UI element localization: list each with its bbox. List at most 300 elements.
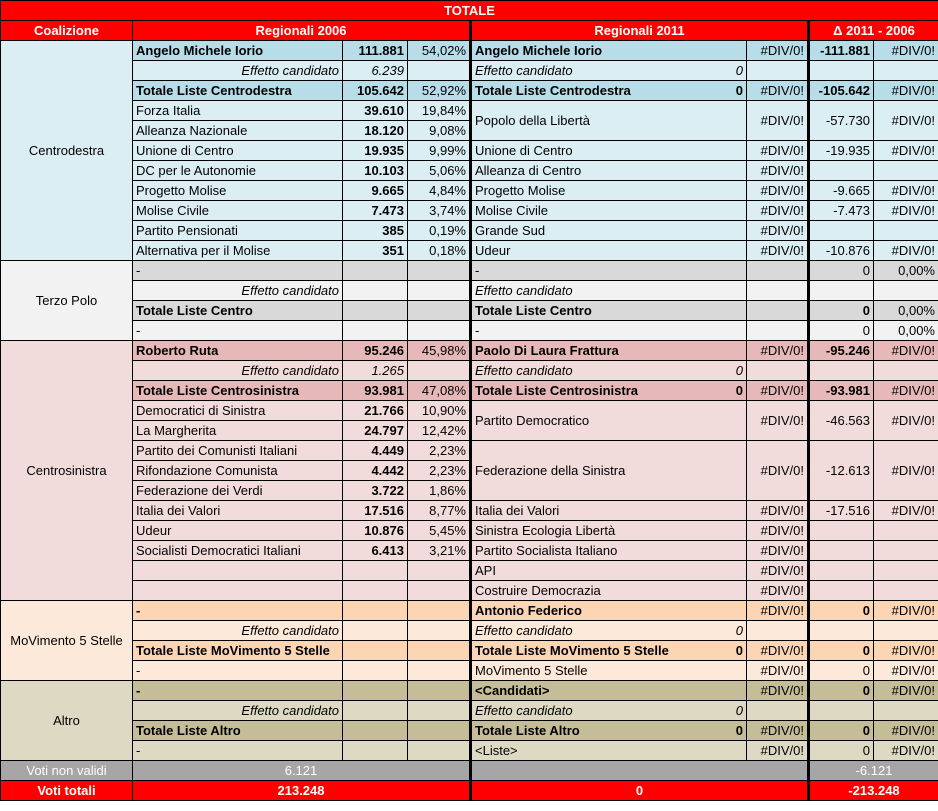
cell-2006-pct: 5,06% [408, 161, 471, 181]
cell-2006-votes [343, 301, 408, 321]
cell-delta-pct: #DIV/0! [874, 401, 938, 441]
cell-2011-label: Alleanza di Centro [475, 163, 582, 178]
cell-delta-votes: 0 [809, 641, 874, 661]
cell-2006-pct [408, 321, 471, 341]
cell-2006-votes: 1.265 [343, 361, 408, 381]
cell-delta-votes: -7.473 [809, 201, 874, 221]
cell-2006-votes [343, 681, 408, 701]
cell-2011-name [471, 261, 747, 281]
total-votes-label: Voti totali [1, 781, 133, 801]
cell-delta-votes: -95.246 [809, 341, 874, 361]
cell-2011-name [471, 521, 747, 541]
cell-2006-votes: 3.722 [343, 481, 408, 501]
cell-2011-votes: 0 [735, 363, 743, 378]
coalition-name: MoVimento 5 Stelle [1, 601, 133, 681]
cell-2011-name [471, 661, 747, 681]
cell-2011-pct: #DIV/0! [747, 81, 809, 101]
cell-2011-name [471, 381, 747, 401]
table-row [1, 721, 938, 741]
cell-2006-name: Forza Italia [133, 101, 343, 121]
cell-2006-votes [343, 721, 408, 741]
cell-2011-pct: #DIV/0! [747, 401, 809, 441]
table-title: TOTALE [1, 1, 938, 21]
table-row [1, 701, 938, 721]
cell-delta-pct [874, 521, 938, 541]
cell-2006-name: Italia dei Valori [133, 501, 343, 521]
table-row [1, 401, 938, 421]
cell-delta-votes: -17.516 [809, 501, 874, 521]
table-row [1, 241, 938, 261]
cell-2006-pct: 2,23% [408, 441, 471, 461]
cell-2011-votes: 0 [735, 643, 743, 658]
cell-2006-name: Alleanza Nazionale [133, 121, 343, 141]
cell-2011-label: Totale Liste Altro [475, 723, 580, 738]
cell-2011-pct: #DIV/0! [747, 181, 809, 201]
cell-2011-name [471, 221, 747, 241]
cell-2011-label: Federazione della Sinistra [475, 463, 626, 478]
table-row [1, 81, 938, 101]
cell-2011-name [471, 81, 747, 101]
cell-2011-pct: #DIV/0! [747, 561, 809, 581]
cell-delta-votes: -12.613 [809, 441, 874, 501]
cell-delta-votes [809, 221, 874, 241]
cell-2011-pct: #DIV/0! [747, 661, 809, 681]
table-row [1, 321, 938, 341]
cell-2006-votes: 9.665 [343, 181, 408, 201]
cell-delta-votes: -19.935 [809, 141, 874, 161]
cell-2011-label: Totale Liste Centrodestra [475, 83, 631, 98]
cell-2006-pct [408, 721, 471, 741]
cell-2011-name [471, 341, 747, 361]
cell-2006-votes [343, 601, 408, 621]
cell-delta-votes [809, 561, 874, 581]
table-row [1, 581, 938, 601]
table-row [1, 41, 938, 61]
cell-2011-pct [747, 361, 809, 381]
cell-2011-name [471, 681, 747, 701]
cell-2006-name: Roberto Ruta [133, 341, 343, 361]
table-row [1, 181, 938, 201]
cell-2011-pct: #DIV/0! [747, 221, 809, 241]
table-row [1, 681, 938, 701]
cell-2011-name [471, 401, 747, 441]
cell-2006-pct [408, 601, 471, 621]
cell-2011-label: <Liste> [475, 743, 518, 758]
cell-2006-votes: 93.981 [343, 381, 408, 401]
cell-2006-votes: 111.881 [343, 41, 408, 61]
cell-2006-name: Socialisti Democratici Italiani [133, 541, 343, 561]
cell-2011-pct: #DIV/0! [747, 741, 809, 761]
table-row [1, 161, 938, 181]
cell-delta-votes [809, 281, 874, 301]
cell-2006-votes: 105.642 [343, 81, 408, 101]
table-row [1, 261, 938, 281]
cell-2006-votes: 7.473 [343, 201, 408, 221]
cell-2006-votes [343, 701, 408, 721]
cell-2006-votes: 21.766 [343, 401, 408, 421]
cell-2006-votes: 95.246 [343, 341, 408, 361]
cell-2006-name: Totale Liste Altro [133, 721, 343, 741]
cell-2011-name [471, 321, 747, 341]
cell-delta-pct: #DIV/0! [874, 181, 938, 201]
cell-2011-pct: #DIV/0! [747, 641, 809, 661]
cell-2011-name [471, 61, 747, 81]
cell-2006-pct: 8,77% [408, 501, 471, 521]
cell-2011-pct [747, 701, 809, 721]
header-delta: Δ 2011 - 2006 [809, 21, 938, 41]
cell-2006-name: La Margherita [133, 421, 343, 441]
cell-delta-votes: 0 [809, 721, 874, 741]
cell-2011-name [471, 141, 747, 161]
cell-delta-pct: #DIV/0! [874, 381, 938, 401]
cell-2011-label: API [475, 563, 496, 578]
cell-2006-pct: 19,84% [408, 101, 471, 121]
cell-delta-votes: 0 [809, 261, 874, 281]
cell-delta-votes [809, 521, 874, 541]
cell-2011-label: MoVimento 5 Stelle [475, 663, 588, 678]
cell-2011-label: Effetto candidato [475, 63, 573, 78]
cell-2011-pct: #DIV/0! [747, 501, 809, 521]
cell-2006-name: - [133, 321, 343, 341]
cell-2006-name [133, 561, 343, 581]
cell-delta-pct: 0,00% [874, 321, 938, 341]
cell-2011-name [471, 241, 747, 261]
table-row [1, 341, 938, 361]
cell-2011-name [471, 181, 747, 201]
cell-2006-votes: 4.442 [343, 461, 408, 481]
cell-2011-pct [747, 281, 809, 301]
table-row [1, 501, 938, 521]
cell-delta-votes [809, 61, 874, 81]
cell-2006-name: Totale Liste Centrosinistra [133, 381, 343, 401]
cell-delta-votes: -10.876 [809, 241, 874, 261]
table-row [1, 221, 938, 241]
cell-2011-label: Effetto candidato [475, 283, 573, 298]
cell-2006-pct [408, 361, 471, 381]
cell-2011-pct: #DIV/0! [747, 341, 809, 361]
cell-2011-label: Totale Liste MoVimento 5 Stelle [475, 643, 669, 658]
cell-delta-pct: 0,00% [874, 301, 938, 321]
cell-2006-name: DC per le Autonomie [133, 161, 343, 181]
cell-2006-pct [408, 681, 471, 701]
table-row [1, 541, 938, 561]
cell-delta-pct: #DIV/0! [874, 601, 938, 621]
cell-delta-pct: #DIV/0! [874, 441, 938, 501]
coalition-name: Terzo Polo [1, 261, 133, 341]
cell-delta-pct [874, 541, 938, 561]
cell-delta-votes: 0 [809, 321, 874, 341]
cell-delta-votes: -93.981 [809, 381, 874, 401]
cell-2006-name: - [133, 741, 343, 761]
cell-delta-pct: #DIV/0! [874, 741, 938, 761]
table-row [1, 301, 938, 321]
cell-delta-pct [874, 61, 938, 81]
cell-2006-name: Democratici di Sinistra [133, 401, 343, 421]
cell-2006-votes: 10.103 [343, 161, 408, 181]
cell-2006-votes [343, 661, 408, 681]
cell-2006-name [133, 581, 343, 601]
cell-2006-name: Udeur [133, 521, 343, 541]
cell-2011-name [471, 441, 747, 501]
cell-delta-votes: 0 [809, 301, 874, 321]
cell-2011-name [471, 561, 747, 581]
cell-delta-votes [809, 541, 874, 561]
cell-2011-name [471, 301, 747, 321]
cell-delta-pct [874, 701, 938, 721]
cell-2006-votes [343, 321, 408, 341]
cell-2006-pct [408, 661, 471, 681]
cell-delta-pct: #DIV/0! [874, 641, 938, 661]
cell-2006-name: Partito Pensionati [133, 221, 343, 241]
cell-delta-pct [874, 561, 938, 581]
cell-delta-votes [809, 161, 874, 181]
cell-2011-label: Partito Socialista Italiano [475, 543, 618, 558]
cell-delta-pct: 0,00% [874, 261, 938, 281]
cell-2011-pct: #DIV/0! [747, 521, 809, 541]
cell-2006-pct: 3,21% [408, 541, 471, 561]
cell-2006-name: Molise Civile [133, 201, 343, 221]
cell-delta-pct: #DIV/0! [874, 41, 938, 61]
cell-2011-label: Partito Democratico [475, 413, 590, 428]
cell-2011-name [471, 541, 747, 561]
cell-2006-votes [343, 561, 408, 581]
cell-2011-votes: 0 [735, 83, 743, 98]
cell-2006-name: Totale Liste Centrodestra [133, 81, 343, 101]
total-votes-2006: 213.248 [133, 781, 471, 801]
cell-2006-pct [408, 581, 471, 601]
cell-2006-pct: 45,98% [408, 341, 471, 361]
cell-2006-votes [343, 581, 408, 601]
cell-2011-votes: 0 [735, 63, 743, 78]
cell-2011-label: Effetto candidato [475, 363, 573, 378]
table-row [1, 641, 938, 661]
cell-delta-votes: -111.881 [809, 41, 874, 61]
cell-2006-name: Progetto Molise [133, 181, 343, 201]
cell-2006-pct: 0,18% [408, 241, 471, 261]
table-row [1, 201, 938, 221]
header-coalizione: Coalizione [1, 21, 133, 41]
table-row [1, 661, 938, 681]
cell-2006-pct: 0,19% [408, 221, 471, 241]
total-votes-2011: 0 [471, 781, 809, 801]
cell-2006-votes: 24.797 [343, 421, 408, 441]
cell-2011-pct: #DIV/0! [747, 721, 809, 741]
cell-2011-label: Progetto Molise [475, 183, 566, 198]
cell-2011-label: Antonio Federico [475, 603, 582, 618]
cell-2011-pct: #DIV/0! [747, 241, 809, 261]
table-row [1, 621, 938, 641]
coalition-name: Centrosinistra [1, 341, 133, 601]
cell-2006-name: Rifondazione Comunista [133, 461, 343, 481]
cell-2011-name [471, 101, 747, 141]
cell-delta-pct [874, 281, 938, 301]
cell-2011-label: Italia dei Valori [475, 503, 560, 518]
cell-2006-pct [408, 281, 471, 301]
cell-delta-pct: #DIV/0! [874, 201, 938, 221]
cell-delta-pct: #DIV/0! [874, 721, 938, 741]
cell-2011-pct: #DIV/0! [747, 161, 809, 181]
cell-2011-name [471, 581, 747, 601]
cell-2011-label: Effetto candidato [475, 703, 573, 718]
table-row [1, 101, 938, 121]
cell-delta-pct: #DIV/0! [874, 101, 938, 141]
cell-2006-votes: 39.610 [343, 101, 408, 121]
cell-2011-label: Sinistra Ecologia Libertà [475, 523, 616, 538]
cell-2006-votes [343, 621, 408, 641]
cell-delta-pct: #DIV/0! [874, 341, 938, 361]
cell-delta-votes: -57.730 [809, 101, 874, 141]
cell-delta-votes: 0 [809, 741, 874, 761]
cell-2006-pct [408, 261, 471, 281]
cell-2011-label: Totale Liste Centrosinistra [475, 383, 639, 398]
cell-delta-votes: -46.563 [809, 401, 874, 441]
header-2011: Regionali 2011 [471, 21, 809, 41]
cell-delta-votes [809, 621, 874, 641]
cell-2011-label: Grande Sud [475, 223, 546, 238]
cell-2011-label: Paolo Di Laura Frattura [475, 343, 619, 358]
table-row [1, 561, 938, 581]
cell-2011-pct: #DIV/0! [747, 601, 809, 621]
cell-2011-votes: 0 [735, 623, 743, 638]
invalid-votes-2011 [471, 761, 809, 781]
cell-2006-votes [343, 641, 408, 661]
coalition-name: Centrodestra [1, 41, 133, 261]
cell-2011-label: Totale Liste Centro [475, 303, 592, 318]
cell-2006-pct: 10,90% [408, 401, 471, 421]
cell-2006-votes: 10.876 [343, 521, 408, 541]
cell-2006-votes: 6.413 [343, 541, 408, 561]
cell-2011-pct: #DIV/0! [747, 381, 809, 401]
cell-2006-pct: 1,86% [408, 481, 471, 501]
cell-2006-votes: 19.935 [343, 141, 408, 161]
cell-2011-name [471, 721, 747, 741]
cell-2006-pct: 52,92% [408, 81, 471, 101]
cell-delta-votes [809, 361, 874, 381]
cell-2011-name [471, 161, 747, 181]
cell-2011-pct: #DIV/0! [747, 441, 809, 501]
cell-2011-label: Unione di Centro [475, 143, 573, 158]
cell-2006-votes: 351 [343, 241, 408, 261]
cell-2011-pct: #DIV/0! [747, 581, 809, 601]
cell-2006-name: Alternativa per il Molise [133, 241, 343, 261]
cell-delta-pct: #DIV/0! [874, 661, 938, 681]
cell-2006-name: Totale Liste Centro [133, 301, 343, 321]
table-row [1, 601, 938, 621]
cell-delta-pct [874, 161, 938, 181]
cell-2011-name [471, 741, 747, 761]
cell-2006-pct: 5,45% [408, 521, 471, 541]
cell-2011-name [471, 621, 747, 641]
cell-2011-pct: #DIV/0! [747, 141, 809, 161]
cell-2006-votes: 18.120 [343, 121, 408, 141]
cell-2006-votes: 385 [343, 221, 408, 241]
cell-2006-votes [343, 741, 408, 761]
cell-2011-name [471, 201, 747, 221]
cell-delta-votes: -105.642 [809, 81, 874, 101]
cell-2006-name: Effetto candidato [133, 281, 343, 301]
invalid-votes-delta: -6.121 [809, 761, 938, 781]
invalid-votes-label: Voti non validi [1, 761, 133, 781]
cell-delta-votes: 0 [809, 681, 874, 701]
table-row [1, 741, 938, 761]
cell-2006-pct: 54,02% [408, 41, 471, 61]
cell-delta-votes [809, 581, 874, 601]
cell-delta-pct: #DIV/0! [874, 81, 938, 101]
cell-delta-pct: #DIV/0! [874, 241, 938, 261]
cell-delta-pct: #DIV/0! [874, 501, 938, 521]
cell-2006-pct: 47,08% [408, 381, 471, 401]
cell-2006-pct [408, 301, 471, 321]
cell-2006-name: Totale Liste MoVimento 5 Stelle [133, 641, 343, 661]
cell-2006-name: Effetto candidato [133, 361, 343, 381]
cell-delta-votes: 0 [809, 661, 874, 681]
cell-2006-name: Effetto candidato [133, 701, 343, 721]
cell-2011-name [471, 501, 747, 521]
cell-2006-pct [408, 561, 471, 581]
cell-2006-pct [408, 621, 471, 641]
cell-2006-pct [408, 641, 471, 661]
table-row [1, 441, 938, 461]
cell-2006-votes: 4.449 [343, 441, 408, 461]
cell-2011-pct [747, 301, 809, 321]
cell-2011-votes: 0 [735, 723, 743, 738]
cell-2006-name: - [133, 681, 343, 701]
cell-2011-label: Popolo della Libertà [475, 113, 590, 128]
cell-2011-label: Angelo Michele Iorio [475, 43, 603, 58]
cell-2011-name [471, 701, 747, 721]
cell-delta-pct [874, 361, 938, 381]
cell-delta-pct: #DIV/0! [874, 681, 938, 701]
cell-2006-pct: 9,99% [408, 141, 471, 161]
cell-2006-pct: 4,84% [408, 181, 471, 201]
cell-2011-label: - [475, 263, 480, 278]
table-row [1, 281, 938, 301]
cell-2006-name: - [133, 601, 343, 621]
cell-delta-pct [874, 581, 938, 601]
cell-2006-name: Federazione dei Verdi [133, 481, 343, 501]
cell-2006-name: Angelo Michele Iorio [133, 41, 343, 61]
table-row [1, 61, 938, 81]
cell-2011-name [471, 41, 747, 61]
cell-2011-pct: #DIV/0! [747, 201, 809, 221]
total-votes-delta: -213.248 [809, 781, 938, 801]
cell-2006-pct: 12,42% [408, 421, 471, 441]
cell-2006-pct [408, 701, 471, 721]
cell-2006-votes [343, 281, 408, 301]
cell-2006-name: - [133, 661, 343, 681]
cell-2006-name: Unione di Centro [133, 141, 343, 161]
cell-delta-pct: #DIV/0! [874, 141, 938, 161]
cell-delta-votes: 0 [809, 601, 874, 621]
cell-2011-pct: #DIV/0! [747, 41, 809, 61]
cell-2011-name [471, 601, 747, 621]
invalid-votes-2006: 6.121 [133, 761, 471, 781]
cell-2006-pct: 3,74% [408, 201, 471, 221]
cell-2006-votes [343, 261, 408, 281]
header-2006: Regionali 2006 [133, 21, 471, 41]
cell-2011-label: - [475, 323, 480, 338]
cell-2011-pct: #DIV/0! [747, 101, 809, 141]
cell-2011-votes: 0 [735, 703, 743, 718]
cell-2011-pct [747, 61, 809, 81]
cell-2011-pct: #DIV/0! [747, 681, 809, 701]
cell-2006-name: - [133, 261, 343, 281]
table-row [1, 361, 938, 381]
cell-2011-label: Udeur [475, 243, 511, 258]
cell-2011-label: Molise Civile [475, 203, 548, 218]
cell-2006-pct: 9,08% [408, 121, 471, 141]
cell-2006-name: Effetto candidato [133, 621, 343, 641]
